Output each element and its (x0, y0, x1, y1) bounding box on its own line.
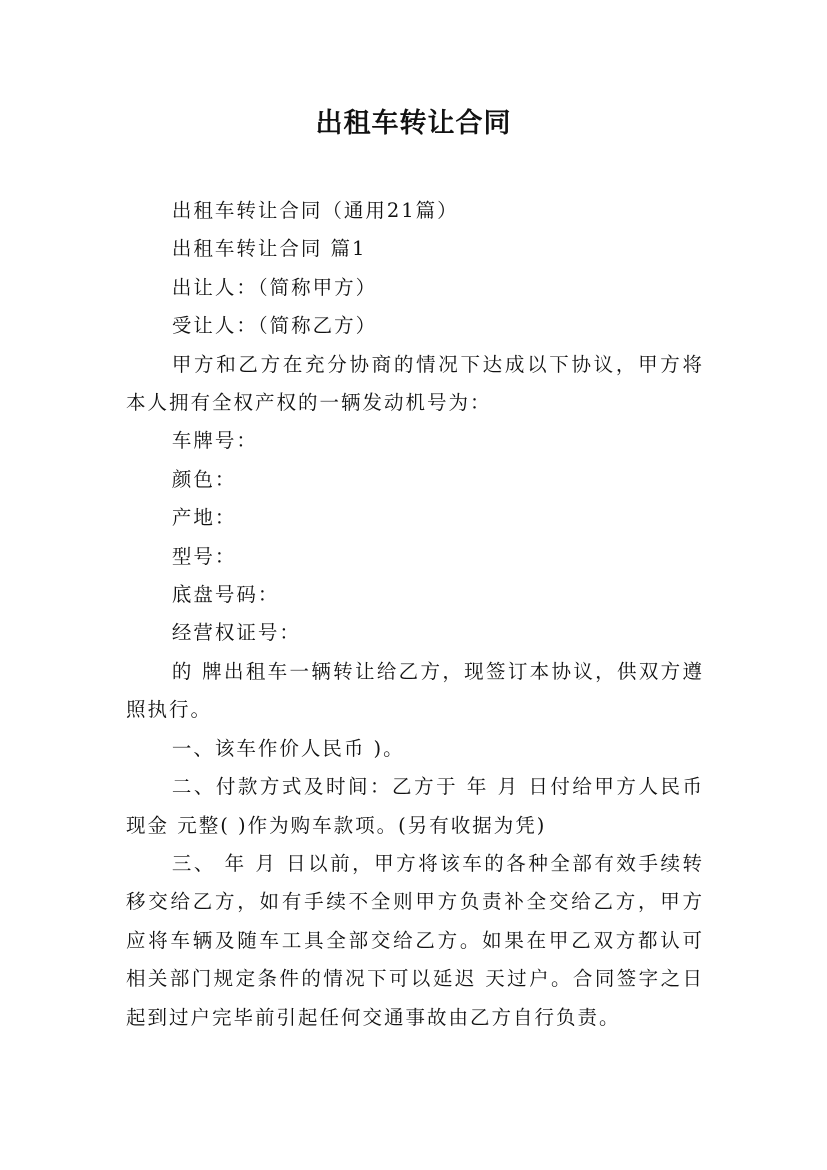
paragraph-origin: 产地： (171, 506, 237, 530)
paragraph-color: 颜色： (171, 467, 237, 491)
paragraph-collection-title: 出租车转让合同（通用21篇） (171, 199, 459, 222)
paragraph-section-heading: 出租车转让合同 篇1 (171, 237, 367, 261)
paragraph-chassis-number: 底盘号码： (171, 583, 280, 607)
paragraph-plate-number: 车牌号： (171, 429, 258, 453)
paragraph-agreement-intro: 甲方和乙方在充分协商的情况下达成以下协议，甲方将本人拥有全权产权的一辆发动机号为： (126, 352, 704, 415)
paragraph-transfer-statement: 的 牌出租车一辆转让给乙方，现签订本协议，供双方遵照执行。 (126, 659, 704, 722)
paragraph-license-number: 经营权证号： (171, 621, 301, 645)
paragraph-transferor: 出让人：（简称甲方） (171, 275, 378, 299)
paragraph-clause-payment: 二、付款方式及时间：乙方于 年 月 日付给甲方人民币现金 元整( )作为购车款项。(另有收据为凭) (126, 775, 704, 837)
paragraph-clause-price: 一、该车作价人民币 )。 (171, 736, 405, 760)
document-body (126, 192, 704, 1037)
paragraph-clause-handover: 三、 年 月 日以前，甲方将该车的各种全部有效手续转移交给乙方，如有手续不全则甲方负责补全交给乙方，甲方应将车辆及随车工具全部交给乙方。如果在甲乙双方都认可相关部门规定条件的情况下可以延迟 天过户。合同签字之日起到过户完毕前引起任何交通事故由乙方自行负责。 (126, 851, 704, 1029)
paragraph-model: 型号： (171, 544, 237, 568)
paragraph-transferee: 受让人：（简称乙方） (171, 314, 378, 338)
document-title: 出租车转让合同 (315, 108, 512, 139)
